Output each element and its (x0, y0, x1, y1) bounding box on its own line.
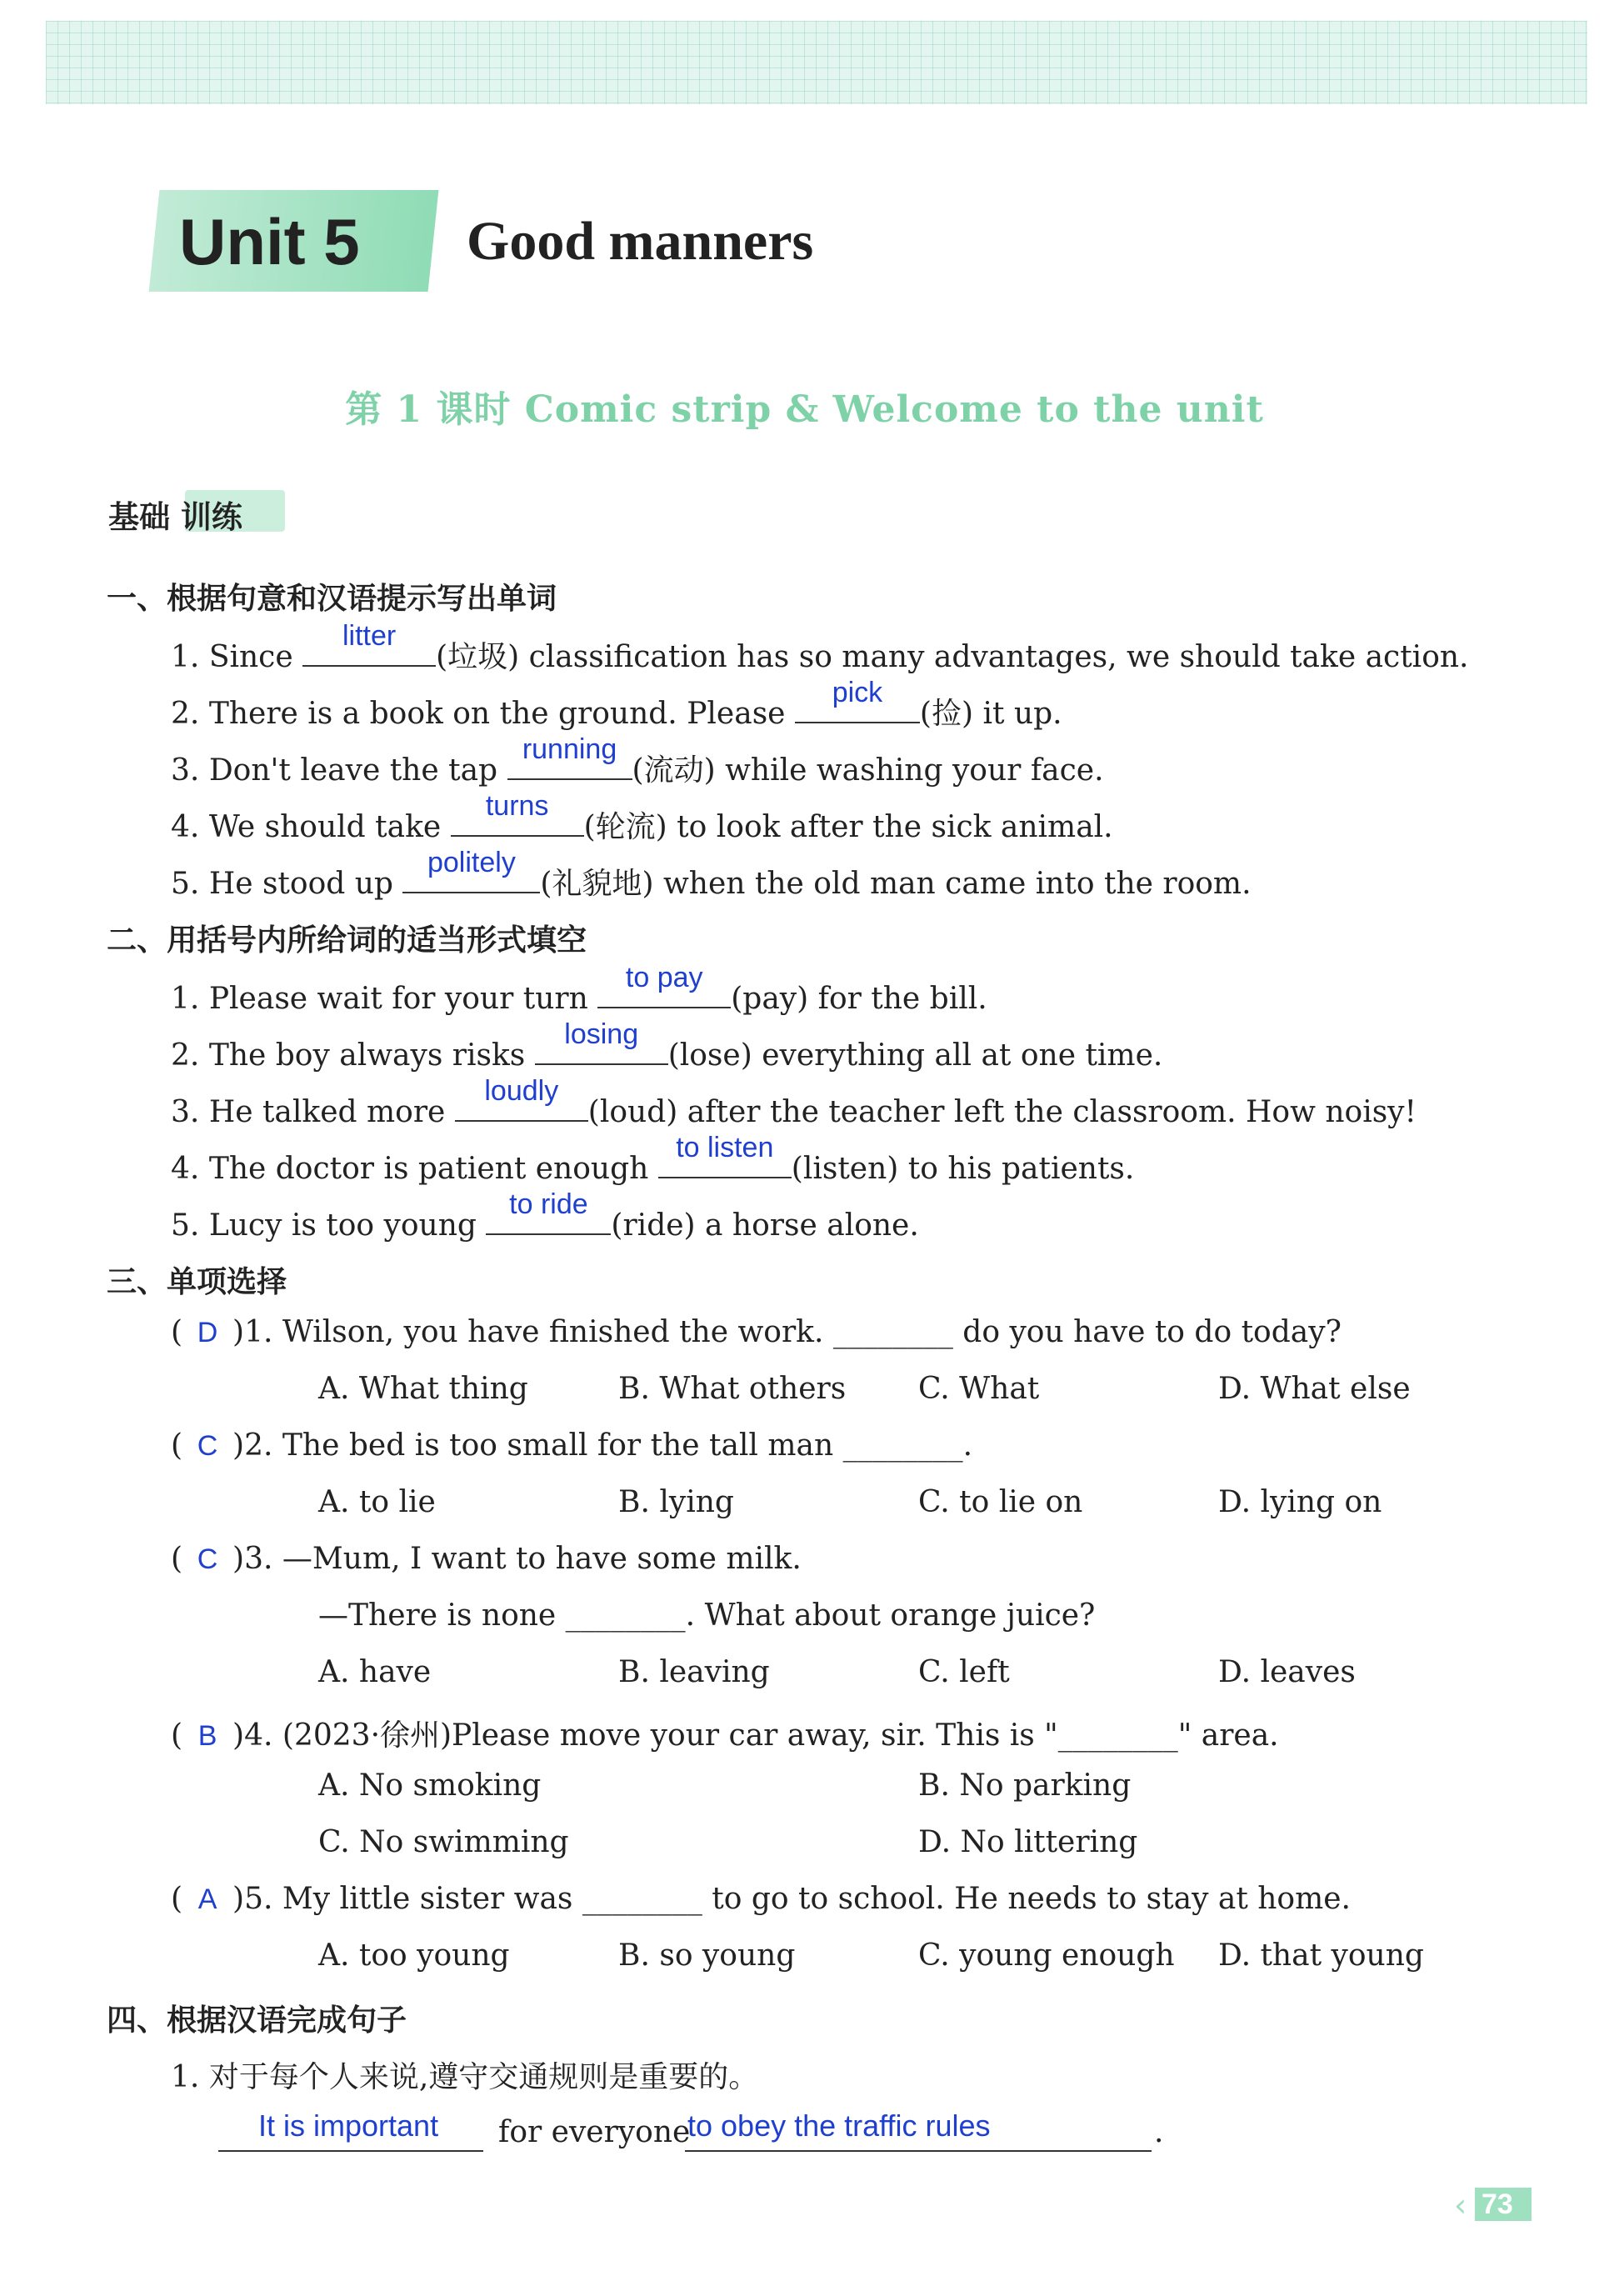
choice-answer[interactable]: D (197, 1317, 218, 1348)
option-c[interactable]: C. to lie on (918, 1485, 1083, 1519)
option-a[interactable]: A. What thing (318, 1372, 528, 1406)
part3-question-5: ( A )5. My little sister was ________ to go to school. He needs to stay at home. (171, 1882, 1351, 1916)
answer-blank[interactable]: litter (302, 632, 436, 667)
part2-item-5: 5. Lucy is too young to ride (ride) a horse alone. (171, 1188, 919, 1243)
answer-line-1[interactable] (218, 2150, 483, 2152)
answer-blank[interactable]: losing (535, 1030, 668, 1065)
unit-label: Unit 5 (179, 205, 360, 278)
option-b[interactable]: B. lying (618, 1485, 734, 1519)
answer-blank[interactable]: running (507, 745, 632, 780)
part3-question-3-line2: —There is none ________. What about orange juice? (318, 1598, 1096, 1633)
answer-blank[interactable]: loudly (455, 1087, 588, 1122)
option-d[interactable]: D. lying on (1218, 1485, 1382, 1519)
part4-item-1-chinese: 1. 对于每个人来说,遵守交通规则是重要的。 (171, 2060, 759, 2094)
choice-answer[interactable]: C (197, 1430, 218, 1462)
option-b[interactable]: B. so young (618, 1938, 796, 1973)
option-b[interactable]: B. What others (618, 1372, 847, 1406)
choice-answer[interactable]: B (197, 1720, 217, 1752)
option-b[interactable]: B. No parking (918, 1768, 1132, 1803)
option-d[interactable]: D. No littering (918, 1825, 1138, 1859)
part4-middle-text: for everyone (498, 2115, 691, 2149)
page-chevron-icon: ‹ (1454, 2187, 1467, 2223)
option-a[interactable]: A. No smoking (318, 1768, 542, 1803)
part1-item-4: 4. We should take turns (轮流) to look after the sick animal. (171, 790, 1113, 844)
option-c[interactable]: C. young enough (918, 1938, 1175, 1973)
part1-item-3: 3. Don't leave the tap running (流动) while washing your face. (171, 733, 1104, 788)
part3-question-2: ( C )2. The bed is too small for the tall man ________. (171, 1428, 973, 1463)
part4-title: 四、根据汉语完成句子 (107, 2003, 407, 2038)
answer-line-2[interactable] (685, 2150, 1152, 2152)
option-c[interactable]: C. No swimming (318, 1825, 569, 1859)
part1-item-5: 5. He stood up politely (礼貌地) when the old man came into the room. (171, 847, 1252, 901)
part2-item-2: 2. The boy always risks losing (lose) everything all at one time. (171, 1018, 1163, 1073)
answer-blank[interactable]: to ride (486, 1200, 611, 1235)
part2-item-1: 1. Please wait for your turn to pay (pay) for the bill. (171, 962, 987, 1016)
part2-title: 二、用括号内所给词的适当形式填空 (107, 923, 587, 958)
option-a[interactable]: A. to lie (318, 1485, 436, 1519)
option-a[interactable]: A. have (318, 1655, 432, 1689)
answer-blank[interactable]: to pay (597, 973, 731, 1008)
part1-title: 一、根据句意和汉语提示写出单词 (107, 582, 557, 616)
option-d[interactable]: D. leaves (1218, 1655, 1356, 1689)
part1-item-2: 2. There is a book on the ground. Please pick (捡) it up. (171, 677, 1062, 731)
part3-question-1: ( D )1. Wilson, you have finished the work. ________ do you have to do today? (171, 1315, 1342, 1349)
lesson-title: 第 1 课时 Comic strip & Welcome to the unit (345, 388, 1264, 431)
part3-title: 三、单项选择 (107, 1265, 287, 1299)
option-d[interactable]: D. that young (1218, 1938, 1424, 1973)
choice-answer[interactable]: C (197, 1543, 218, 1575)
part1-item-1: 1. Since litter (垃圾) classification has so many advantages, we should take action. (171, 620, 1469, 674)
option-d[interactable]: D. What else (1218, 1372, 1411, 1406)
choice-answer[interactable]: A (197, 1883, 217, 1915)
part2-item-4: 4. The doctor is patient enough to listen (listen) to his patients. (171, 1132, 1135, 1186)
answer-text-1: It is important (258, 2108, 439, 2143)
option-b[interactable]: B. leaving (618, 1655, 770, 1689)
part2-item-3: 3. He talked more loudly (loud) after the teacher left the classroom. How noisy! (171, 1075, 1417, 1129)
answer-blank[interactable]: turns (451, 802, 584, 837)
part3-question-3: ( C )3. —Mum, I want to have some milk. (171, 1542, 802, 1576)
unit-title: Good manners (467, 211, 814, 272)
section-label: 基础 训练 (108, 499, 242, 535)
answer-text-2: to obey the traffic rules (687, 2108, 991, 2143)
top-grid-band (46, 21, 1587, 104)
part3-question-4: ( B )4. (2023·徐州)Please move your car away, sir. This is "________" area. (171, 1718, 1279, 1753)
option-c[interactable]: C. left (918, 1655, 1010, 1689)
answer-blank[interactable]: politely (402, 858, 540, 893)
page-number: 73 (1482, 2188, 1513, 2220)
answer-blank[interactable]: pick (795, 688, 920, 723)
answer-blank[interactable]: to listen (658, 1143, 792, 1178)
option-c[interactable]: C. What (918, 1372, 1040, 1406)
sentence-end: . (1154, 2115, 1164, 2149)
option-a[interactable]: A. too young (318, 1938, 510, 1973)
